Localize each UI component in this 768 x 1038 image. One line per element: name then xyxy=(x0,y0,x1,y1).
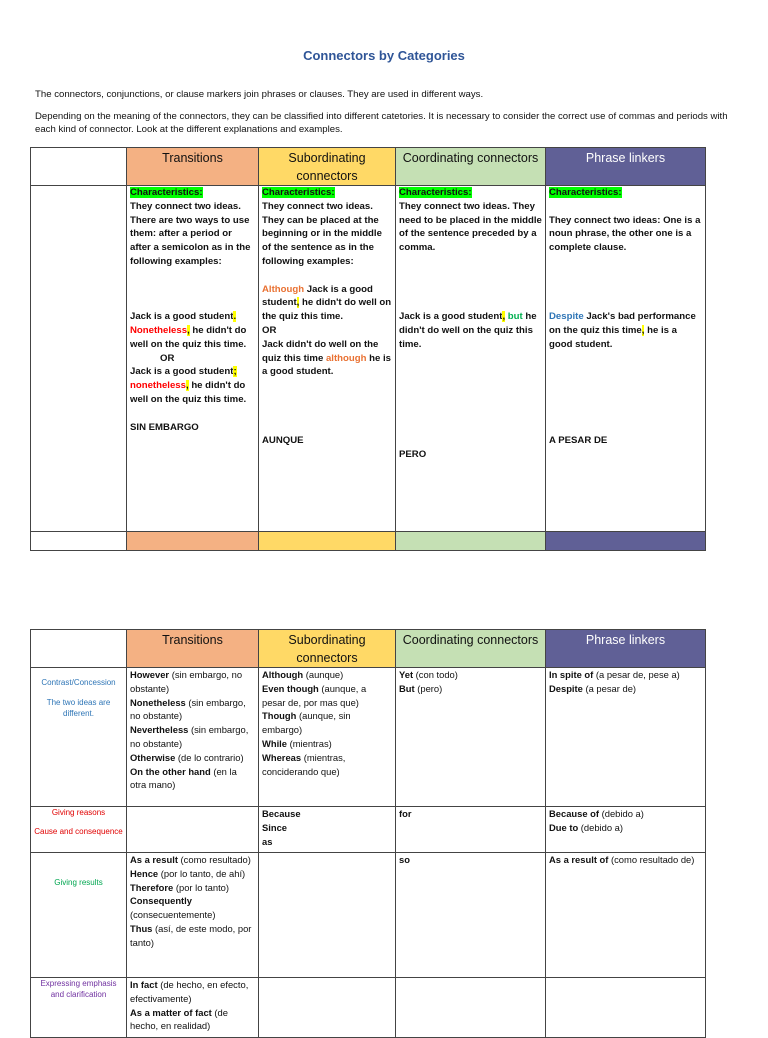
connector-translation: (aunque, a pesar de, por mas que) xyxy=(262,682,367,708)
transitions-ex2: Jack is a good student xyxy=(130,366,234,378)
empty-row-label xyxy=(31,186,127,532)
transitions-ex1: Jack is a good student xyxy=(130,311,234,323)
connector-translation: (de hecho, en efecto, efectivamente) xyxy=(130,979,249,1004)
intro-paragraph-1: The connectors, conjunctions, or clause markers join phrases or clauses. They are used in different ways. xyxy=(35,89,484,100)
connector-translation: (con todo) xyxy=(413,669,458,680)
connectors-explanation-table xyxy=(30,147,706,551)
connector-entry xyxy=(399,807,542,821)
transitions-list xyxy=(127,853,259,978)
connector-translation: (a pesar de, pese a) xyxy=(593,669,680,680)
connector-term: Despite xyxy=(549,682,583,694)
connector-entry xyxy=(130,1006,255,1034)
table-row xyxy=(31,978,706,1038)
connector-translation: (consecuentemente) xyxy=(130,909,216,921)
category-name: Giving results xyxy=(54,878,103,887)
coordinating-list xyxy=(396,807,546,853)
category-cell xyxy=(31,807,127,853)
connector-word: but xyxy=(505,311,523,323)
punct: ; xyxy=(233,366,237,378)
connector-translation: (mientras, conciderando que) xyxy=(262,751,346,777)
connector-term: Thus xyxy=(130,922,153,934)
category-note: The two ideas are different. xyxy=(46,698,111,718)
connector-term: On the other hand xyxy=(130,765,211,777)
connector-word: Despite xyxy=(549,311,584,323)
or-label: OR xyxy=(262,324,277,336)
category-cell xyxy=(31,853,127,978)
header-coordinating: Coordinating connectors xyxy=(396,630,546,668)
table-row xyxy=(31,668,706,807)
subordinating-list xyxy=(259,807,396,853)
connector-term: Though xyxy=(262,710,297,722)
connector-term: In fact xyxy=(130,979,158,990)
connector-translation: (de lo contrario) xyxy=(175,751,244,763)
connector-translation: (a pesar de) xyxy=(582,682,637,694)
connector-term: In spite of xyxy=(549,669,594,680)
table-row xyxy=(31,853,706,978)
category-name: Contrast/Concession xyxy=(41,678,116,687)
header-coordinating: Coordinating connectors xyxy=(396,148,546,186)
connector-entry xyxy=(130,668,255,696)
connector-term: While xyxy=(262,737,287,749)
characteristics-label: Characteristics: xyxy=(549,187,622,198)
transitions-ex1-rest: he didn't do well on the quiz this time. xyxy=(130,324,247,350)
sub-ex2-rest: he is a good student. xyxy=(262,352,391,378)
subordinating-explanation xyxy=(259,186,396,532)
phrase-ex1: Jack's bad performance on the quiz this time xyxy=(549,311,696,336)
connector-translation: (de hecho, en realidad) xyxy=(130,1006,228,1032)
phrase-linkers-list xyxy=(546,668,706,807)
coordinating-list xyxy=(396,853,546,978)
empty-header-cell xyxy=(31,630,127,668)
punct: , xyxy=(296,297,300,309)
sub-ex1-rest: he didn't do well on the quiz this time. xyxy=(262,297,392,323)
transitions-desc: They connect two ideas. There are two ways to use them: after a period or after a semicolon as in the following examples: xyxy=(130,200,251,267)
connector-entry xyxy=(262,751,392,779)
connector-translation: (por lo tanto) xyxy=(173,881,230,893)
connector-entry xyxy=(549,668,702,682)
category-cell xyxy=(31,668,127,807)
connector-term: Because of xyxy=(549,808,600,819)
connector-translation: (en la otra mano) xyxy=(130,765,237,791)
punct: , xyxy=(187,324,190,336)
connector-entry xyxy=(130,881,255,895)
connector-word: although xyxy=(325,352,367,364)
connector-entry xyxy=(549,682,702,696)
connector-translation: (como resultado) xyxy=(177,854,251,865)
connector-translation: (sin embargo, no obstante) xyxy=(130,669,243,694)
coordinating-list xyxy=(396,978,546,1038)
connector-entry xyxy=(262,682,392,710)
connector-term: so xyxy=(399,854,410,865)
category-note: Cause and consequence xyxy=(34,827,123,836)
connector-term: However xyxy=(130,669,170,680)
spanish-translation: PERO xyxy=(399,449,427,461)
connector-term: Whereas xyxy=(262,751,302,763)
connector-term: Even though xyxy=(262,682,319,694)
spanish-translation: A PESAR DE xyxy=(549,435,608,447)
connector-entry xyxy=(130,723,255,751)
page-title: Connectors by Categories xyxy=(303,48,465,63)
punct: , xyxy=(502,311,506,323)
connector-translation: (sin embargo, no obstante) xyxy=(130,724,249,749)
coordinating-desc: They connect two ideas. They need to be placed in the middle of the sentence preceded by a comma. xyxy=(399,200,542,254)
connector-word: Although xyxy=(262,283,305,295)
transitions-explanation xyxy=(127,186,259,532)
connector-word: nonetheless xyxy=(130,380,186,392)
connector-term: As a result xyxy=(130,854,178,865)
connector-term: for xyxy=(399,808,412,819)
characteristics-label: Characteristics: xyxy=(399,187,472,198)
table-row xyxy=(31,807,706,853)
connector-entry xyxy=(130,922,255,950)
connector-entry xyxy=(262,737,392,751)
footer-transitions xyxy=(127,532,259,551)
connector-term: Because xyxy=(262,808,301,819)
connector-entry xyxy=(549,853,702,867)
header-subordinating: Subordinating connectors xyxy=(259,148,396,186)
connectors-categories-table xyxy=(30,629,706,1038)
connector-entry xyxy=(130,696,255,724)
connector-term: Otherwise xyxy=(130,751,176,763)
spanish-translation: AUNQUE xyxy=(262,435,304,447)
phrase-desc: They connect two ideas: One is a noun phrase, the other one is a complete clause. xyxy=(549,214,701,254)
connector-entry xyxy=(262,709,392,737)
sub-ex1: Jack is a good student xyxy=(262,283,373,309)
transitions-list xyxy=(127,668,259,807)
connector-term: Hence xyxy=(130,867,159,879)
subordinating-list xyxy=(259,668,396,807)
sub-ex2: Jack didn't do well on the quiz this time xyxy=(262,338,379,364)
connector-term: Since xyxy=(262,821,288,833)
phrase-ex1-rest: he is a good student. xyxy=(549,324,677,350)
connector-entry xyxy=(130,978,255,1006)
footer-coordinating xyxy=(396,532,546,551)
footer-cell xyxy=(31,532,127,551)
header-phrase-linkers: Phrase linkers xyxy=(546,148,706,186)
connector-translation: (aunque) xyxy=(303,669,344,680)
connector-entry xyxy=(549,807,702,821)
connector-word: Nonetheless xyxy=(130,324,188,336)
footer-subordinating xyxy=(259,532,396,551)
or-label: OR xyxy=(160,352,175,364)
connector-entry xyxy=(130,751,255,765)
connector-term: as xyxy=(262,835,273,847)
punct: , xyxy=(641,324,645,336)
footer-phrase xyxy=(546,532,706,551)
connector-entry xyxy=(262,821,392,835)
connector-term: But xyxy=(399,682,415,694)
connector-entry xyxy=(130,867,255,881)
category-name: Expressing emphasis and clarification xyxy=(40,979,117,999)
subordinating-desc: They connect two ideas. They can be placed at the beginning or in the middle of the sentence as in the following examples: xyxy=(262,200,382,267)
category-cell xyxy=(31,978,127,1038)
coordinating-explanation xyxy=(396,186,546,532)
connector-translation: (así, de este modo, por tanto) xyxy=(130,922,252,948)
category-name: Giving reasons xyxy=(51,808,106,817)
phrase-linkers-explanation xyxy=(546,186,706,532)
connector-entry xyxy=(399,668,542,682)
connector-translation: (pero) xyxy=(414,682,443,694)
connector-entry xyxy=(399,853,542,867)
connector-entry xyxy=(130,765,255,793)
punct: . xyxy=(233,311,237,323)
connector-entry xyxy=(262,668,392,682)
header-transitions: Transitions xyxy=(127,148,259,186)
connector-translation: (sin embargo, no obstante) xyxy=(130,696,246,722)
connector-translation: (debido a) xyxy=(599,808,644,819)
phrase-linkers-list xyxy=(546,978,706,1038)
header-subordinating: Subordinating connectors xyxy=(259,630,396,668)
phrase-linkers-list xyxy=(546,807,706,853)
connector-term: As a result of xyxy=(549,854,609,865)
connector-term: Yet xyxy=(399,669,414,680)
connector-entry xyxy=(130,853,255,867)
empty-header-cell xyxy=(31,148,127,186)
transitions-list xyxy=(127,978,259,1038)
connector-entry xyxy=(130,894,255,922)
connector-entry xyxy=(399,682,542,696)
connector-translation: (aunque, sin embargo) xyxy=(262,710,351,736)
connector-term: Therefore xyxy=(130,881,174,893)
subordinating-list xyxy=(259,853,396,978)
connector-translation: (como resultado de) xyxy=(608,854,695,865)
header-transitions: Transitions xyxy=(127,630,259,668)
connector-translation: (debido a) xyxy=(578,821,623,833)
transitions-ex2-rest: he didn't do well on the quiz this time. xyxy=(130,380,247,405)
phrase-linkers-list xyxy=(546,853,706,978)
connector-translation: (por lo tanto, de ahí) xyxy=(158,867,246,879)
connector-entry xyxy=(262,835,392,849)
connector-term: Due to xyxy=(549,821,579,833)
connector-entry xyxy=(549,821,702,835)
punct: , xyxy=(185,380,189,392)
connector-term: Consequently xyxy=(130,895,192,907)
connector-translation: (mientras) xyxy=(287,737,332,749)
coord-ex1: Jack is a good student xyxy=(399,311,503,323)
transitions-list xyxy=(127,807,259,853)
coordinating-list xyxy=(396,668,546,807)
connector-term: As a matter of fact xyxy=(130,1006,212,1018)
spanish-translation: SIN EMBARGO xyxy=(130,421,199,433)
header-phrase-linkers: Phrase linkers xyxy=(546,630,706,668)
connector-entry xyxy=(262,807,392,821)
subordinating-list xyxy=(259,978,396,1038)
connector-term: Nonetheless xyxy=(130,696,186,708)
characteristics-label: Characteristics: xyxy=(262,187,335,198)
connector-term: Nevertheless xyxy=(130,724,189,736)
coord-ex1-rest: he didn't do well on the quiz this time. xyxy=(399,311,537,350)
characteristics-label: Characteristics: xyxy=(130,187,203,198)
intro-paragraph-2: Depending on the meaning of the connectors, they can be classified into different catetories. It is necessary to consider the correct use of commas and periods with each kind of connector. Look at the different explanations and examples. xyxy=(35,111,728,135)
connector-term: Although xyxy=(262,669,304,680)
